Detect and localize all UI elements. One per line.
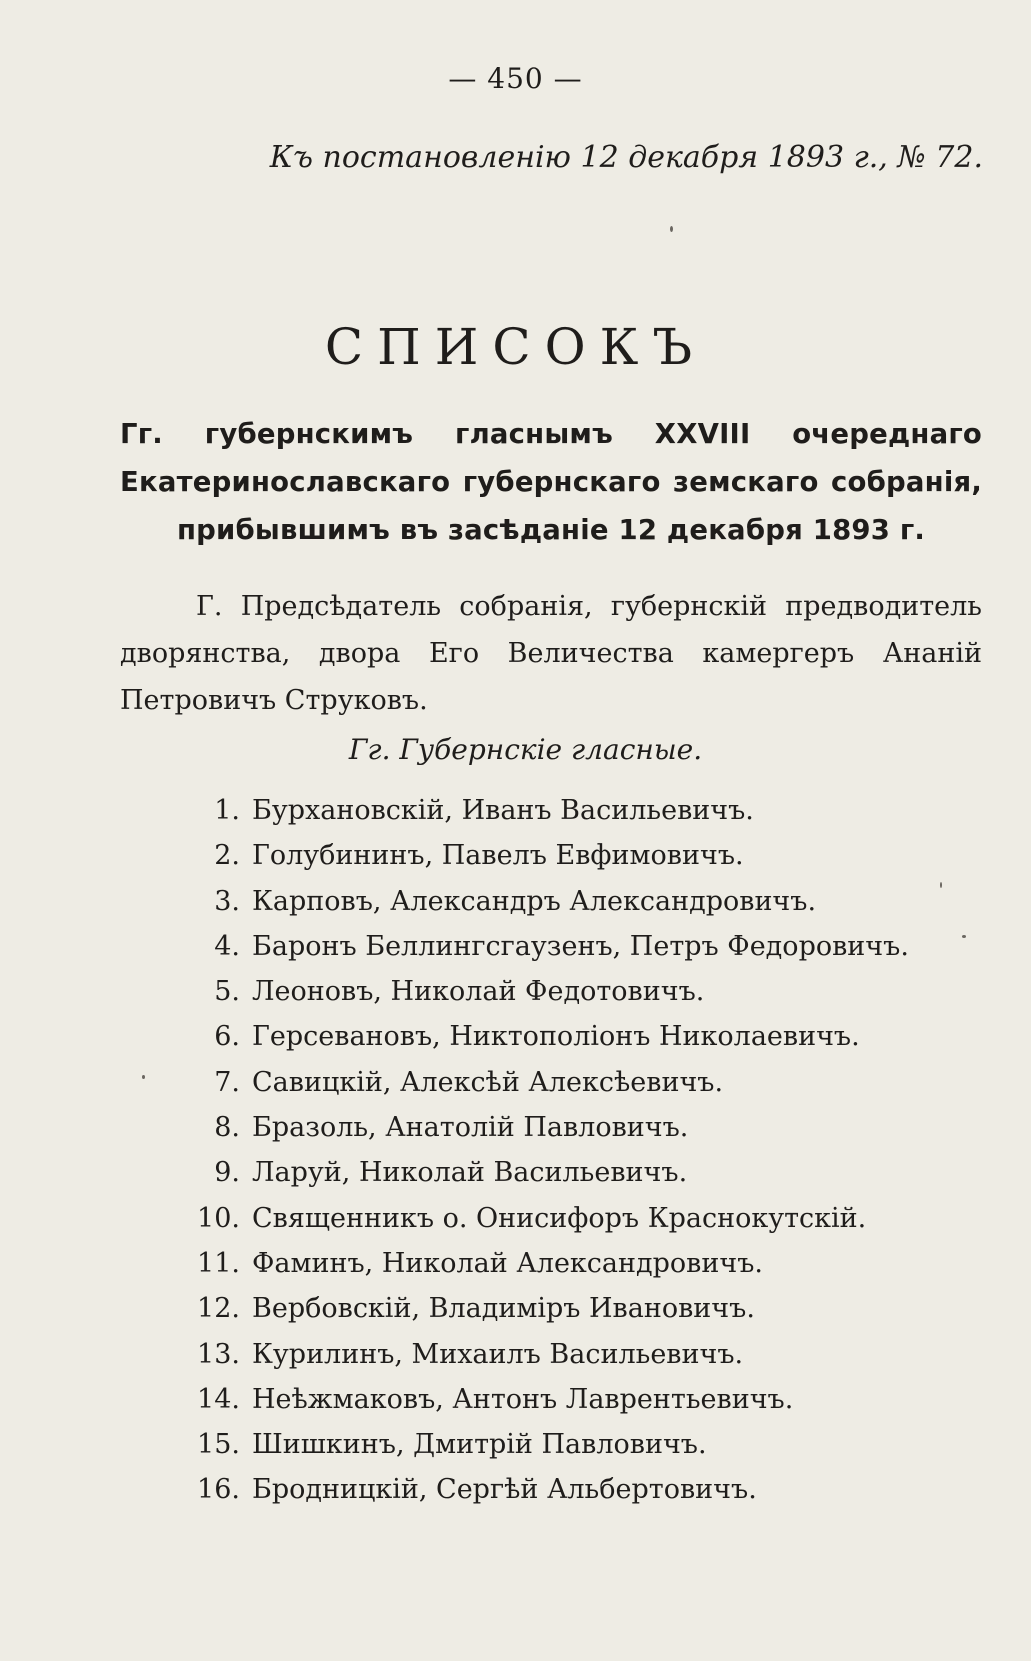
list-item-number: 11. <box>197 1247 240 1279</box>
list-item-number: 16. <box>197 1474 240 1506</box>
document-heading: СПИСОКЪ <box>324 318 707 376</box>
list-item <box>180 1105 980 1150</box>
list-item-name: Курилинъ, Михаилъ Васильевичъ. <box>252 1338 744 1370</box>
list-item-name: Вербовскій, Владиміръ Ивановичъ. <box>252 1293 755 1325</box>
list-item-number: 10. <box>197 1202 240 1234</box>
print-speck <box>142 1075 145 1079</box>
list-item-number: 6. <box>214 1021 240 1053</box>
members-list <box>180 788 980 1513</box>
section-title: Гг. Губернскіе гласные. <box>348 733 703 766</box>
list-item-name: Бродницкій, Сергѣй Альбертовичъ. <box>252 1474 757 1506</box>
list-item-name: Священникъ о. Онисифоръ Краснокутскій. <box>252 1202 867 1234</box>
list-item <box>180 1422 980 1467</box>
list-item-number: 1. <box>214 795 240 826</box>
list-item-number: 5. <box>214 976 240 1008</box>
list-item <box>180 1150 980 1195</box>
list-item <box>180 969 980 1014</box>
list-item-number: 9. <box>214 1157 240 1189</box>
list-item-number: 15. <box>197 1429 240 1461</box>
list-item-name: Герсевановъ, Никтополіонъ Николаевичъ. <box>252 1021 860 1053</box>
list-item-name: Савицкій, Алексѣй Алексѣевичъ. <box>252 1066 724 1098</box>
list-item-name: Голубининъ, Павелъ Евфимовичъ. <box>252 840 744 872</box>
list-item-name: Леоновъ, Николай Федотовичъ. <box>252 976 705 1008</box>
list-item-number: 7. <box>214 1066 240 1098</box>
list-item-name: Неѣжмаковъ, Антонъ Лаврентьевичъ. <box>252 1383 794 1415</box>
list-item <box>180 833 980 878</box>
list-item-name: Бурхановскій, Иванъ Васильевичъ. <box>252 795 754 826</box>
print-speck <box>940 882 942 888</box>
list-item-number: 4. <box>214 930 240 962</box>
list-item <box>180 1286 980 1331</box>
list-item <box>180 1014 980 1059</box>
list-item-name: Карповъ, Александръ Александровичъ. <box>252 885 817 917</box>
list-item-number: 3. <box>214 885 240 917</box>
list-item-name: Фаминъ, Николай Александровичъ. <box>252 1247 763 1279</box>
list-item-name: Баронъ Беллингсгаузенъ, Петръ Федоровичъ. <box>252 930 909 962</box>
list-item <box>180 1060 980 1105</box>
list-item <box>180 788 980 833</box>
list-item-name: Шишкинъ, Дмитрій Павловичъ. <box>252 1429 707 1461</box>
list-item-number: 12. <box>197 1293 240 1325</box>
list-item-number: 14. <box>197 1383 240 1415</box>
print-speck <box>670 226 673 232</box>
chairman-paragraph: Г. Предсѣдатель собранія, губернскій предводитель дворянства, двора Его Величества камергеръ Ананій Петровичъ Струковъ. <box>120 591 982 716</box>
resolution-reference: Къ постановленію 12 декабря 1893 г., № 72. <box>269 140 983 175</box>
list-item <box>180 924 980 969</box>
list-item <box>180 1467 980 1512</box>
list-item-number: 13. <box>197 1338 240 1370</box>
list-item <box>180 1196 980 1241</box>
list-item <box>180 1377 980 1422</box>
print-speck <box>962 935 966 938</box>
list-item <box>180 1241 980 1286</box>
list-item-number: 8. <box>214 1112 240 1144</box>
document-subtitle: Гг. губернскимъ гласнымъ XXVIII очереднаго Екатеринославскаго губернскаго земскаго собранія, прибывшимъ въ засѣданіе 12 декабря 1893 г. <box>120 418 982 546</box>
list-item-name: Ларуй, Николай Васильевичъ. <box>252 1157 688 1189</box>
list-item <box>180 1332 980 1377</box>
list-item-name: Бразоль, Анатолій Павловичъ. <box>252 1112 689 1144</box>
list-item <box>180 879 980 924</box>
page-number: — 450 — <box>448 62 583 95</box>
list-item-number: 2. <box>214 840 240 872</box>
